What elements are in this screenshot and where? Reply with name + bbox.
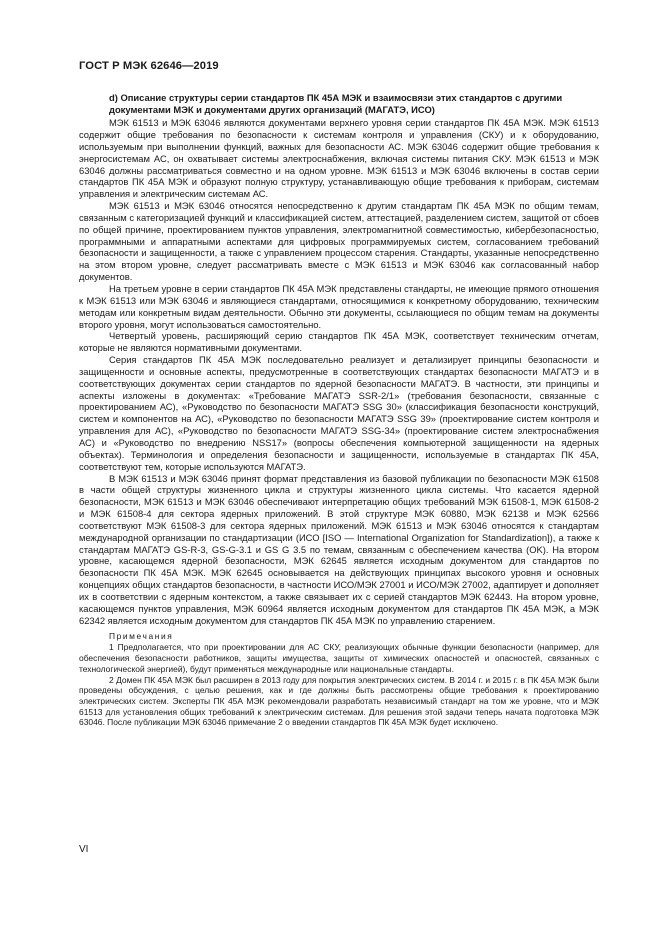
body-paragraph: МЭК 61513 и МЭК 63046 относятся непосредственно к другим стандартам ПК 45А МЭК по общим темам, связанным с категоризацией функций и классификацией систем, аттестацией, разделением систем, защитой от сбоев по общей причине, проектированием пунктов управления, электромагнитной совместимостью, кибербезопасностью, программными и аппаратными аспектами для цифровых программируемых систем, согласованием требований безопасности и защищенности, а также с управлением процессом старения. Стандарты, указанные непосредственно на этом втором уровне, следует рассматривать вместе с МЭК 61513 и МЭК 63046 как согласованный набор документов. <box>79 200 599 283</box>
section-heading: d) Описание структуры серии стандартов ПК 45А МЭК и взаимосвязи этих стандартов с другими документами МЭК и документами других организаций (МАГАТЭ, ИСО) <box>109 92 563 115</box>
body-paragraph: Серия стандартов ПК 45А МЭК последовательно реализует и детализирует принципы безопасности и защищенности и основные аспекты, предусмотренные в соответствующих стандартах безопасности МАГАТЭ и в соответствующих документах серии стандартов по ядерной безопасности МАГАТЭ. В частности, эти принципы и аспекты изложены в документах: «Требование МАГАТЭ SSR-2/1» (требования безопасности, связанные с проектированием АС), «Руководство по безопасности МАГАТЭ SSG 30» (классификация безопасности конструкций, систем и компонентов на АС), «Руководство по безопасности МАГАТЭ SSG 39» (проектирование систем контроля и управления для АС), «Руководство по безопасности МАГАТЭ SSG-34» (проектирование систем электроснабжения АС) и «Руководство по внедрению NSS17» (вопросы обеспечения компьютерной защищенности на ядерных объектах). Терминология и определения безопасности и защищенности, используемые в стандартах ПК 45А, соответствуют тем, которые используются МАГАТЭ. <box>79 354 599 472</box>
page-number: VI <box>79 844 89 855</box>
body-paragraph: В МЭК 61513 и МЭК 63046 принят формат представления из базовой публикации по безопасности МЭК 61508 в части общей структуры жизненного цикла и структуры жизненного цикла системы. Что касается ядерной безопасности, МЭК 61513 и МЭК 63046 обеспечивают интерпретацию общих требований МЭК 61508-1, МЭК 61508-2 и МЭК 61508-4 для сектора ядерных приложений. В этой структуре МЭК 60880, МЭК 62138 и МЭК 62566 соответствуют МЭК 61508-3 для сектора ядерных приложений. МЭК 61513 и МЭК 63046 относятся к стандартам международной организации по стандартизации (ИСО [ISO — International Organization for Standardization]), а также к стандартам МАГАТЭ GS-R-3, GS-G-3.1 и GS G 3.5 по темам, связанным с обеспечением качества (OK). На втором уровне, касающемся ядерной безопасности, МЭК 62645 является исходным документом для стандартов по безопасности ПК 45А МЭК. МЭК 62645 основывается на действующих принципах высокого уровня и основных концепциях общих стандартов безопасности, в частности ИСО/МЭК 27001 и ИСО/МЭК 27002, адаптирует и дополняет их в соответствии с ядерным контекстом, а также связывает их с серией стандартов МЭК 62443. На втором уровне, касающемся пунктов управления, МЭК 60964 является исходным документом для стандартов ПК 45А МЭК, а МЭК 62342 является исходным документом для стандартов ПК 45А МЭК по управлению старением. <box>79 472 599 626</box>
body-paragraph: МЭК 61513 и МЭК 63046 являются документами верхнего уровня серии стандартов ПК 45А МЭК. МЭК 61513 содержит общие требования по безопасности к системам контроля и управления (СКУ) и к оборудованию, используемым при выполнении функций, важных для безопасности АС. МЭК 63046 содержит общие требования к энергосистемам АС, он охватывает системы электроснабжения, включая системы питания СКУ. МЭК 61513 и МЭК 63046 должны рассматриваться совместно и на одном уровне. МЭК 61513 и МЭК 63046 включены в состав серии стандартов ПК 45А МЭК и образуют полную структуру, устанавливающую общие требования к приборам, системам управления и электрическим системам АС. <box>79 117 599 200</box>
notes-block <box>79 631 599 728</box>
document-header: ГОСТ Р МЭК 62646—2019 <box>79 60 219 72</box>
note-item: 1 Предполагается, что при проектировании для АС СКУ, реализующих обычные функции безопасности (например, для обеспечения безопасности работников, защиты имущества, защиты от химических опасностей и опасностей, связанных с технологической энергией), будут применяться международные или национальные стандарты. <box>79 642 599 674</box>
body-paragraph: Четвертый уровень, расширяющий серию стандартов ПК 45А МЭК, соответствует техническим отчетам, которые не являются нормативными документами. <box>79 330 599 354</box>
body-paragraph: На третьем уровне в серии стандартов ПК 45А МЭК представлены стандарты, не имеющие прямого отношения к МЭК 61513 или МЭК 63046 и являющиеся стандартами, относящимися к конкретному оборудованию, техническим методам или конкретным видам деятельности. Обычно эти документы, ссылающиеся по общим темам на документы второго уровня, могут использоваться самостоятельно. <box>79 283 599 330</box>
notes-title: Примечания <box>109 631 174 642</box>
note-item: 2 Домен ПК 45А МЭК был расширен в 2013 году для покрытия электрических систем. В 2014 г. и 2015 г. в ПК 45А МЭК были проведены обсуждения, с целью решения, как и где должны быть рассмотрены общие требования к проектированию электрических систем. Эксперты ПК 45А МЭК рекомендовали разработать независимый стандарт на том же уровне, что и МЭК 61513 для установления общих требований к электрическим системам. Для решения этой задачи теперь начата подготовка МЭК 63046. После публикации МЭК 63046 примечание 2 о введении стандартов ПК 45А МЭК будет исключено. <box>79 674 599 728</box>
page-content <box>79 92 599 728</box>
